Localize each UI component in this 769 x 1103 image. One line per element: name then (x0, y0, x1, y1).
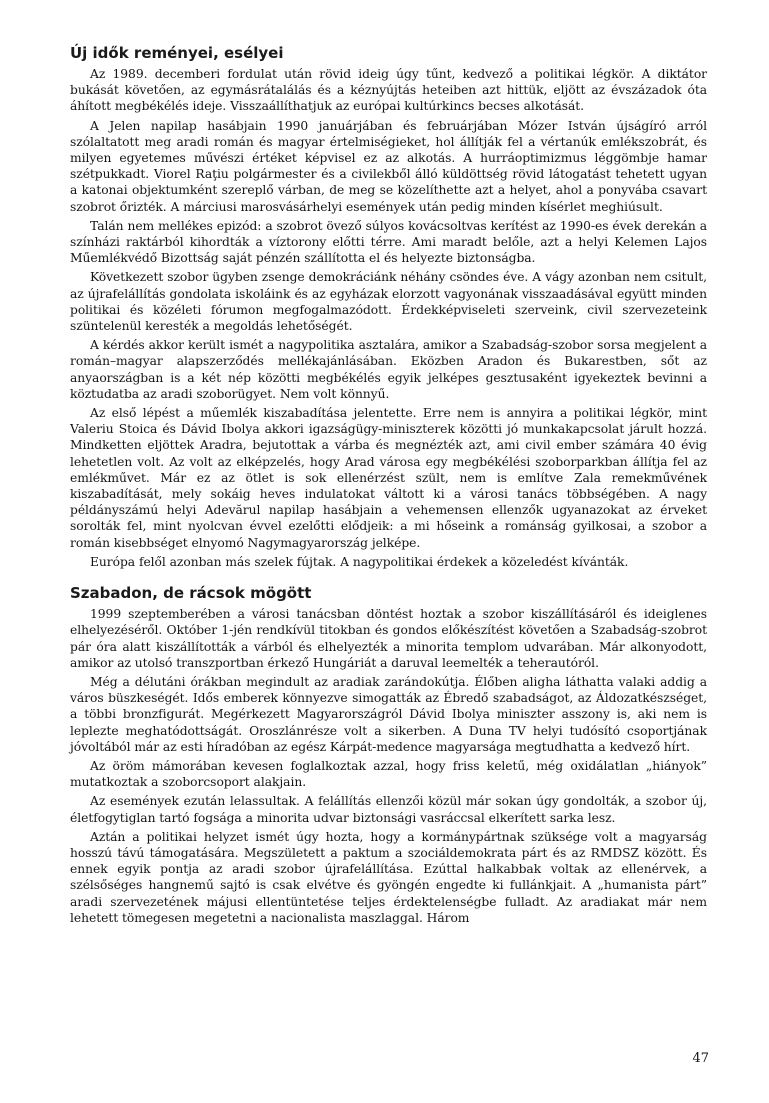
paragraph: Az öröm mámorában kevesen foglalkoztak azzal, hogy friss keletű, még oxidálatlan „hiányok” mutatkoztak a szoborcsoport alakjain. (70, 758, 707, 790)
paragraph: 1999 szeptemberében a városi tanácsban döntést hoztak a szobor kiszállításáról és ideiglenes elhelyezéséről. Október 1-jén rendkívül titokban és gondos előkészítést követően a Szabadság-szobrot pár óra alatt kiszállították a várból és elhelyezték a minorita templom udvarában. Már alkonyodott, amikor az utolsó transzportban érkező Hungáriát a daruval leemelték a teherautóról. (70, 607, 707, 670)
section-heading-1: Új idők reményei, esélyei (70, 44, 284, 62)
paragraph: Az 1989. decemberi fordulat után rövid ideig úgy tűnt, kedvező a politikai légkör. A diktátor bukását követően, az egymásrátalálás és a kéznyújtás heteiben azt hittük, eljött az évszázadok óta áhított megbékélés ideje. Visszaállíthatjuk az európai kultúrkincs becses alkotását. (70, 67, 707, 114)
paragraph: Aztán a politikai helyzet ismét úgy hozta, hogy a kormánypártnak szüksége volt a magyarság hosszú távú támogatására. Megszületett a paktum a szociáldemokrata párt és az RMDSZ között. És ennek egyik pontja az aradi szobor újrafelállítása. Ezúttal halkabbak voltak az ellenérvek, a szélsőséges hangnemű sajtó is csak elvétve és gyöngén engedte ki fullánkjait. A „humanista párt” aradi szervezetének májusi ellentüntetése teljes érdektelenségbe fulladt. Az aradiakat már nem lehetett tömegesen megetetni a nacionalista maszlaggal. Három (70, 829, 707, 925)
section-heading-2: Szabadon, de rácsok mögött (70, 584, 312, 603)
paragraph: A kérdés akkor került ismét a nagypolitika asztalára, amikor a Szabadság-szobor sorsa megjelent a román–magyar alapszerződés mellékajánlásában. Eközben Aradon és Bukarestben, sőt az anyaországban is a két nép közötti megbékélés egyik jelképes gesztusaként igyekeztek bevinni a köztudatba az aradi szoborügyet. Nem volt könnyű. (70, 338, 707, 401)
page-number: 47 (692, 1051, 709, 1066)
paragraph: Az események ezután lelassultak. A felállítás ellenzői közül már sokan úgy gondolták, a szobor új, életfogytiglan tartó fogsága a minorita udvar biztonsági vasráccsal elkerített sarka lesz. (70, 794, 707, 825)
paragraph: Még a délutáni órákban megindult az aradiak zarándokútja. Élőben aligha láthatta valaki addig a város büszkeségét. Idős emberek könnyezve simogatták az Ébredő szabadságot, az Áldozatkészséget, a többi bronzfigurát. Megérkezett Magyarországról Dávid Ibolya miniszter asszony is, aki nem is leplezte meghatódottságát. Oroszlánrésze volt a sikerben. A Duna TV helyi tudósító csoportjának jóvoltából már az esti híradóban az egész Kárpát-medence magyarsága megtudhatta a kedvező hírt. (70, 674, 707, 754)
paragraph: Talán nem mellékes epizód: a szobrot övező súlyos kovácsoltvas kerítést az 1990-es évek derekán a színházi raktárból kihordták a víztorony előtti térre. Ami maradt belőle, azt a helyi Kelemen Lajos Műemlékvédő Bizottság saját pénzén szállította el és helyezte biztonságba. (70, 218, 707, 266)
paragraph: Következett szobor ügyben zsenge demokráciánk néhány csöndes éve. A vágy azonban nem csitult, az újrafelállítás gondolata iskoláink és az egyházak elorzott vagyonának visszaadásával együtt minden politikai és közéleti fórumon megfogalmazódott. Érdekképviseleti szerveink, civil szervezeteink szüntelenül keresték a megoldás lehetőségét. (70, 270, 707, 334)
paragraph: Európa felől azonban más szelek fújtak. A nagypolitikai érdekek a közeledést kívánták. (90, 554, 629, 569)
paragraph: Az első lépést a műemlék kiszabadítása jelentette. Erre nem is annyira a politikai légkör, mint Valeriu Stoica és Dávid Ibolya akkori igazságügy-miniszterek közötti jó munkakapcsolat járult hozzá. Mindketten eljöttek Aradra, bejutottak a várba és megnézték azt, ami civil ember számára 40 évig lehetetlen volt. Az volt az elképzelés, hogy Arad városa egy megbékélési szoborparkban állítja fel az emlékművet. Már ez az ötlet is sok ellenérzést szült, nem is említve Zala remekművének kiszabadítását, mely sokáig heves indulatokat váltott ki a városi tanács többségében. A nagy példányszámú helyi Adevărul napilap hasábjain a vehemensen ellenzők ugyanazokat az érveket sorolták fel, mint nyolcvan évvel ezelőtti elődjeik: a mi hőseink a románság gyilkosai, a szobor a román kisebbséget elnyomó Nagymagyarország jelképe. (70, 406, 707, 550)
paragraph: A Jelen napilap hasábjain 1990 januárjában és februárjában Mózer István újságíró arról szólaltatott meg aradi román és magyar értelmiségieket, hol állítják fel a vértanúk emlékszobrát, és milyen egyetemes művészi értéket képvisel ez az alkotás. A hurráoptimizmus léggömbje hamar szétpukkadt. Viorel Raţiu polgármester és a civilekből álló küldöttség rövid látogatást tehetett ugyan a katonai objektumként szereplő várban, de meg se közelíthette azt a helyet, ahol a ponyvába csavart szobrot őrizték. A márciusi marosvásárhelyi események után pedig minden kísérlet meghiúsult. (70, 118, 707, 214)
section-body-1 (70, 66, 707, 570)
section-body-2 (70, 606, 707, 926)
